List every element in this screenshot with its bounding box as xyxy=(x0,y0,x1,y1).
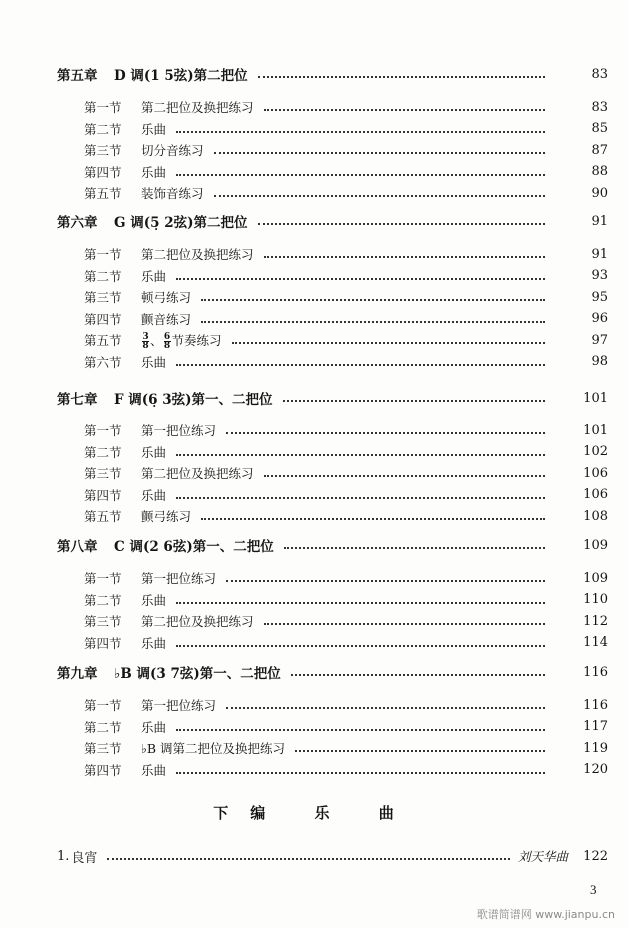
time-signature-numerator: 6 xyxy=(163,331,171,342)
song-composer: 刘天华曲 xyxy=(517,849,568,864)
section-page: 90 xyxy=(591,185,608,201)
section-page: 101 xyxy=(583,422,608,438)
section-title xyxy=(141,141,204,159)
dot-leader xyxy=(176,729,545,731)
dot-leader xyxy=(176,772,545,774)
section-title-text: 切分音练习 xyxy=(141,143,204,158)
section-number: 第五节 xyxy=(84,333,122,348)
section-title xyxy=(141,163,166,181)
toc-section[interactable] xyxy=(0,506,629,526)
dot-leader xyxy=(176,364,545,366)
chapter-title: D 调(1 5弦)第二把位 xyxy=(114,68,248,84)
section-number: 第三节 xyxy=(84,290,122,305)
section-title-text: 顿弓练习 xyxy=(141,290,192,305)
section-title xyxy=(141,486,166,504)
section-number: 第三节 xyxy=(84,466,122,481)
page-number: 3 xyxy=(590,882,597,897)
time-signature xyxy=(164,333,171,350)
section-title-text: 第二把位及换把练习 xyxy=(141,614,254,629)
toc-section[interactable] xyxy=(0,611,629,631)
toc-section[interactable] xyxy=(0,485,629,505)
dot-leader xyxy=(176,645,545,647)
toc-chapter[interactable] xyxy=(0,662,629,682)
dot-leader xyxy=(176,278,545,280)
dot-leader xyxy=(226,707,545,709)
song-page: 122 xyxy=(583,848,608,864)
time-signature xyxy=(142,333,149,350)
section-title-text: 乐曲 xyxy=(141,635,167,651)
section-page: 85 xyxy=(591,121,608,136)
chapter-page: 109 xyxy=(583,537,608,553)
toc-section[interactable] xyxy=(0,119,629,139)
toc-section[interactable] xyxy=(0,568,629,588)
section-page: 117 xyxy=(583,719,608,734)
section-number: 第三节 xyxy=(84,143,122,158)
chapter-number: 第七章 xyxy=(57,392,98,408)
dot-leader xyxy=(176,174,545,176)
section-number: 第四节 xyxy=(84,164,122,180)
section-title xyxy=(141,612,254,630)
dot-leader xyxy=(258,223,546,225)
dot-leader xyxy=(201,299,545,301)
section-number: 第二节 xyxy=(84,719,122,735)
section-number: 第四节 xyxy=(84,487,122,503)
toc-section[interactable] xyxy=(0,717,629,737)
section-title-text: 第一把位练习 xyxy=(141,423,217,438)
section-title xyxy=(141,591,166,609)
section-title xyxy=(141,353,166,371)
section-number: 第一节 xyxy=(84,100,122,115)
dot-leader xyxy=(295,750,545,752)
section-number: 第三节 xyxy=(84,741,122,756)
dot-leader xyxy=(214,152,545,154)
toc-section[interactable] xyxy=(0,183,629,203)
toc-section[interactable] xyxy=(0,442,629,462)
section-page: 93 xyxy=(591,268,608,283)
section-page: 106 xyxy=(583,487,608,502)
section-page: 108 xyxy=(583,508,608,524)
chapter-title: G 调(5̣ 2弦)第二把位 xyxy=(114,215,248,231)
dot-leader xyxy=(258,76,545,78)
section-number: 第二节 xyxy=(84,444,122,460)
section-number: 第三节 xyxy=(84,614,122,629)
time-signature-numerator: 3 xyxy=(142,331,149,342)
toc-section[interactable] xyxy=(0,420,629,440)
dot-leader xyxy=(176,131,545,133)
section-title-text: 乐曲 xyxy=(141,719,167,735)
toc-section[interactable] xyxy=(0,590,629,610)
toc-section[interactable] xyxy=(0,266,629,286)
toc-section[interactable] xyxy=(0,309,629,329)
chapter-title: C 调(2 6弦)第一、二把位 xyxy=(114,539,274,555)
section-title-text: 第一把位练习 xyxy=(141,571,217,586)
section-page: 91 xyxy=(591,246,608,262)
section-title-text: 颤音练习 xyxy=(141,311,192,327)
section-title xyxy=(141,245,254,263)
song-number: 1. xyxy=(57,848,70,864)
section-title xyxy=(141,267,166,285)
section-title xyxy=(141,634,166,652)
section-number: 第一节 xyxy=(84,247,122,262)
chapter-title: F 调(6̣ 3弦)第一、二把位 xyxy=(114,392,273,408)
toc-section[interactable] xyxy=(0,695,629,715)
section-number: 第六节 xyxy=(84,354,122,370)
chapter-page: 83 xyxy=(591,66,608,82)
section-title xyxy=(141,288,191,306)
section-number: 第五节 xyxy=(84,186,122,201)
dot-leader xyxy=(291,674,545,676)
toc-chapter[interactable] xyxy=(0,211,629,231)
section-page: 110 xyxy=(583,592,608,607)
separator: 、 xyxy=(150,332,163,348)
toc-chapter[interactable] xyxy=(0,388,629,408)
toc-section[interactable] xyxy=(0,463,629,483)
dot-leader xyxy=(232,342,545,344)
toc-chapter[interactable] xyxy=(0,535,629,555)
section-page: 83 xyxy=(591,99,608,115)
section-number: 第四节 xyxy=(84,311,122,327)
section-title-text: 乐曲 xyxy=(141,268,167,284)
dot-leader xyxy=(226,580,545,582)
section-title-text: 乐曲 xyxy=(141,762,167,778)
section-title xyxy=(141,464,254,482)
section-title xyxy=(141,184,204,202)
dot-leader xyxy=(284,547,545,549)
section-title xyxy=(141,98,254,116)
section-number: 第二节 xyxy=(84,592,122,608)
section-title-text: 颤弓练习 xyxy=(141,509,192,524)
section-number: 第五节 xyxy=(84,509,122,524)
section-page: 87 xyxy=(591,142,608,158)
section-page: 88 xyxy=(591,164,608,179)
section-title-text: 第二把位及换把练习 xyxy=(141,100,254,115)
section-title xyxy=(141,739,285,757)
section-number: 第一节 xyxy=(84,423,122,438)
dot-leader xyxy=(201,321,545,323)
section-title-text: 第二把位及换把练习 xyxy=(141,247,254,262)
toc-section[interactable] xyxy=(0,330,629,350)
dot-leader xyxy=(176,454,545,456)
toc-section[interactable] xyxy=(0,97,629,117)
dot-leader xyxy=(264,109,545,111)
dot-leader xyxy=(264,256,545,258)
chapter-number: 第八章 xyxy=(57,539,98,555)
section-page: 109 xyxy=(583,570,608,586)
section-title-text: 节奏练习 xyxy=(171,332,222,348)
section-title xyxy=(141,443,166,461)
toc-section[interactable] xyxy=(0,244,629,264)
section-number: 第二节 xyxy=(84,121,122,137)
section-page: 96 xyxy=(591,311,608,326)
section-title xyxy=(141,761,166,779)
dot-leader xyxy=(201,518,545,520)
section-title-text: 装饰音练习 xyxy=(141,186,204,201)
time-signature-denominator: 8 xyxy=(142,340,149,351)
section-number: 第四节 xyxy=(84,635,122,651)
dot-leader xyxy=(226,432,545,434)
section-page: 102 xyxy=(583,444,608,459)
section-title-text: 乐曲 xyxy=(141,487,167,503)
dot-leader xyxy=(176,602,545,604)
toc-section[interactable] xyxy=(0,760,629,780)
dot-leader xyxy=(176,497,545,499)
chapter-page: 101 xyxy=(583,390,608,406)
section-number: 第一节 xyxy=(84,571,122,586)
section-page: 106 xyxy=(583,465,608,481)
song-title: 良宵 xyxy=(71,850,98,866)
dot-leader xyxy=(214,195,545,197)
section-title-text: 第一把位练习 xyxy=(141,698,217,713)
dot-leader xyxy=(264,475,545,477)
chapter-page: 91 xyxy=(591,213,608,229)
song-item[interactable] xyxy=(0,846,629,866)
dot-leader xyxy=(283,400,545,402)
section-page: 98 xyxy=(591,354,608,369)
section-number: 第四节 xyxy=(84,762,122,778)
section-title xyxy=(141,310,191,328)
toc-chapter[interactable] xyxy=(0,64,629,84)
toc-section[interactable] xyxy=(0,162,629,182)
section-title-text: 乐曲 xyxy=(141,444,167,460)
part-heading: 下编 乐 曲 xyxy=(213,804,416,822)
toc-section[interactable] xyxy=(0,352,629,372)
section-title xyxy=(141,120,166,138)
chapter-page: 116 xyxy=(583,664,608,680)
section-title-text: 乐曲 xyxy=(141,121,167,137)
toc-section[interactable] xyxy=(0,140,629,160)
section-title-text: 乐曲 xyxy=(141,592,167,608)
dot-leader xyxy=(107,858,510,860)
section-page: 119 xyxy=(583,740,608,756)
watermark: 歌谱简谱网 www.jianpu.cn xyxy=(476,908,615,921)
section-title xyxy=(141,507,191,525)
section-title xyxy=(141,718,166,736)
section-title-text: ♭B 调第二把位及换把练习 xyxy=(141,741,286,756)
section-number: 第一节 xyxy=(84,698,122,713)
toc-section[interactable] xyxy=(0,287,629,307)
section-title xyxy=(141,569,216,587)
chapter-number: 第六章 xyxy=(57,215,98,231)
section-page: 114 xyxy=(583,635,608,650)
chapter-number: 第九章 xyxy=(57,666,98,682)
section-page: 95 xyxy=(591,289,608,305)
toc-section[interactable] xyxy=(0,738,629,758)
section-page: 97 xyxy=(591,332,608,348)
section-number: 第二节 xyxy=(84,268,122,284)
chapter-title: ♭B 调(3 7弦)第一、二把位 xyxy=(114,666,281,682)
section-page: 112 xyxy=(583,613,608,629)
section-page: 116 xyxy=(583,697,608,713)
toc-section[interactable] xyxy=(0,633,629,653)
section-title-text: 乐曲 xyxy=(141,164,167,180)
section-title xyxy=(141,421,216,439)
section-title-text: 第二把位及换把练习 xyxy=(141,466,254,481)
section-title xyxy=(141,331,222,350)
dot-leader xyxy=(264,623,545,625)
chapter-number: 第五章 xyxy=(57,68,98,84)
time-signature-denominator: 8 xyxy=(163,340,171,351)
section-page: 120 xyxy=(583,762,608,777)
section-title xyxy=(141,696,216,714)
section-title-text: 乐曲 xyxy=(141,354,167,370)
